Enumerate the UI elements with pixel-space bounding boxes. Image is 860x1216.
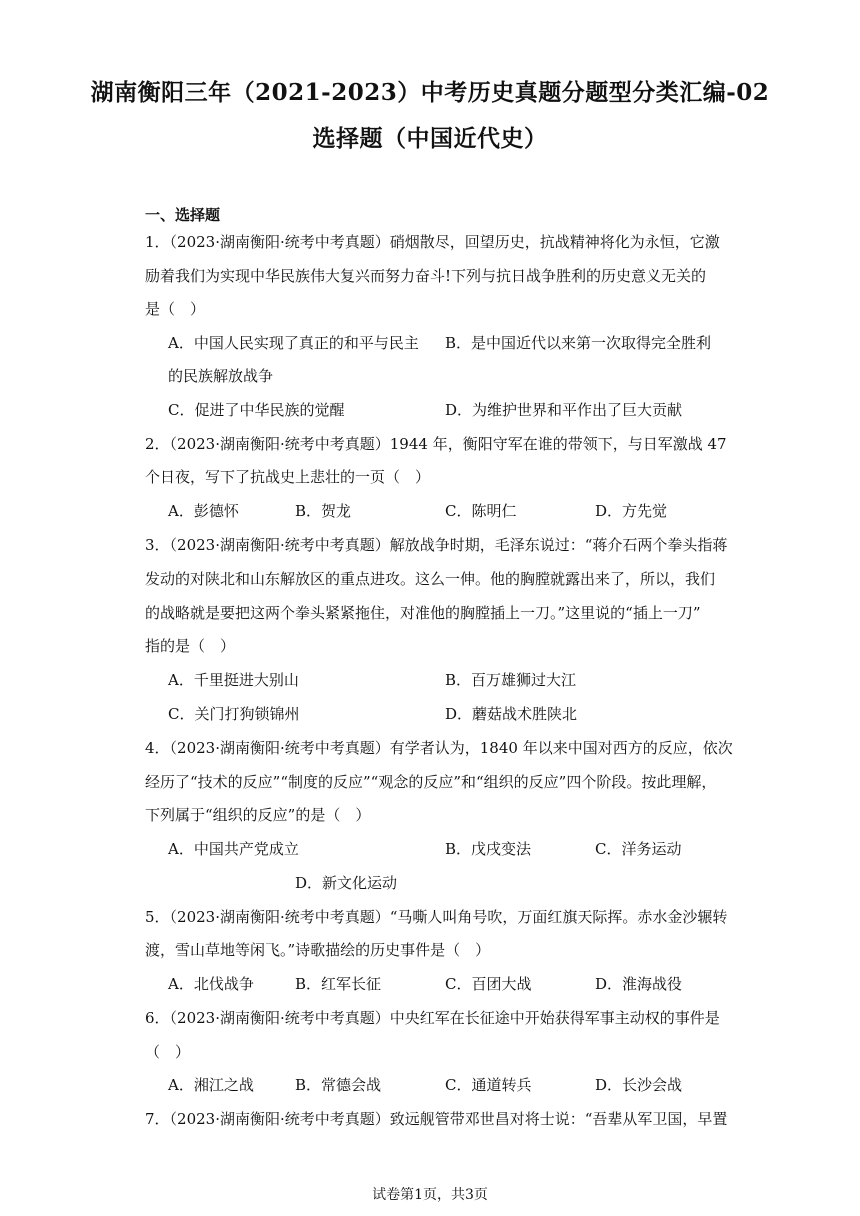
question-text-line: 3．（2023·湖南衡阳·统考中考真题）解放战争时期，毛泽东说过：“蒋介石两个拳头指蒋 — [145, 536, 728, 554]
question-text-line: 6．（2023·湖南衡阳·统考中考真题）中央红军在长征途中开始获得军事主动权的事件是 — [145, 1009, 720, 1027]
question-text-line: 2．（2023·湖南衡阳·统考中考真题）1944 年，衡阳守军在谁的带领下，与日军激战 47 — [145, 435, 727, 453]
option-c: C．促进了中华民族的觉醒 — [168, 401, 345, 419]
question-text-line: 5．（2023·湖南衡阳·统考中考真题）“马嘶人叫角号吹，万面红旗天际挥。赤水金沙辗转 — [145, 908, 728, 926]
option-b: B．戊戌变法 — [445, 840, 532, 858]
option-a: A．中国共产党成立 — [168, 840, 299, 858]
option-c: C．通道转兵 — [445, 1076, 532, 1094]
option-a: A．千里挺进大别山 — [168, 671, 299, 689]
option-b: B．红军长征 — [295, 975, 382, 993]
option-c: C．陈明仁 — [445, 502, 517, 520]
option-c: C．洋务运动 — [595, 840, 682, 858]
question-text-line: 1．（2023·湖南衡阳·统考中考真题）硝烟散尽，回望历史，抗战精神将化为永恒，它激 — [145, 233, 720, 251]
option-d: D．蘑菇战术胜陕北 — [445, 705, 578, 723]
option-c: C．关门打狗锁锦州 — [168, 705, 300, 723]
option-c: C．百团大战 — [445, 975, 532, 993]
question-text-line: 的战略就是要把这两个拳头紧紧拖住，对准他的胸膛插上一刀。”这里说的“插上一刀” — [145, 604, 701, 622]
option-b: B．是中国近代以来第一次取得完全胜利 — [445, 334, 712, 352]
option-d: D．长沙会战 — [595, 1076, 683, 1094]
option-a: A．彭德怀 — [168, 502, 239, 520]
question-text-line: 个日夜，写下了抗战史上悲壮的一页（ ） — [145, 468, 431, 486]
section-heading: 一、选择题 — [145, 206, 221, 224]
question-text-line: 渡，雪山草地等闲飞。”诗歌描绘的历史事件是（ ） — [145, 941, 491, 959]
option-d: D．方先觉 — [595, 502, 668, 520]
question-text-line: 7．（2023·湖南衡阳·统考中考真题）致远舰管带邓世昌对将士说：“吾辈从军卫国，早置 — [145, 1110, 728, 1128]
question-text-line: 经历了“技术的反应”“制度的反应”“观念的反应”和“组织的反应”四个阶段。按此理解， — [145, 773, 717, 791]
option-b: B．常德会战 — [295, 1076, 382, 1094]
question-text-line: 下列属于“组织的反应”的是（ ） — [145, 806, 371, 824]
document-title-line-1: 湖南衡阳三年（2021-2023）中考历史真题分题型分类汇编-02 — [90, 79, 770, 106]
question-text-line: 励着我们为实现中华民族伟大复兴而努力奋斗!下列与抗日战争胜利的历史意义无关的 — [145, 267, 707, 285]
option-d: D．淮海战役 — [595, 975, 683, 993]
option-b: B．贺龙 — [295, 502, 352, 520]
question-text-line: 是（ ） — [145, 300, 206, 318]
page-footer: 试卷第1页，共3页 — [372, 1187, 488, 1203]
option-d: D．为维护世界和平作出了巨大贡献 — [445, 401, 683, 419]
option-d: D．新文化运动 — [295, 874, 398, 892]
question-text-line: 发动的对陕北和山东解放区的重点进攻。这么一伸。他的胸膛就露出来了，所以，我们 — [145, 570, 716, 588]
option-b: B．百万雄狮过大江 — [445, 671, 577, 689]
document-title-line-2: 选择题（中国近代史） — [312, 125, 548, 152]
question-text-line: （ ） — [145, 1043, 191, 1061]
option-a: A．中国人民实现了真正的和平与民主 — [168, 334, 419, 352]
option-a: A．湘江之战 — [168, 1076, 254, 1094]
option-b-continued: 的民族解放战争 — [168, 367, 274, 385]
option-a: A．北伐战争 — [168, 975, 254, 993]
question-text-line: 指的是（ ） — [145, 637, 236, 655]
question-text-line: 4．（2023·湖南衡阳·统考中考真题）有学者认为，1840 年以来中国对西方的反应，依次 — [145, 739, 733, 757]
